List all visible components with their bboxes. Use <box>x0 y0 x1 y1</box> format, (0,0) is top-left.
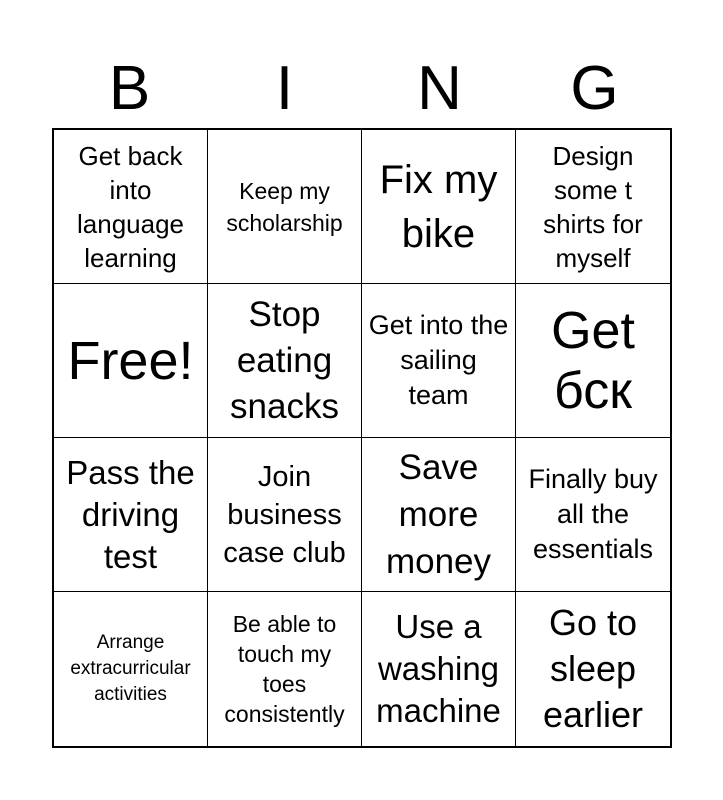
bingo-header <box>52 52 672 126</box>
bingo-cell[interactable] <box>362 592 516 746</box>
header-letter-g: G <box>570 54 619 123</box>
cell-text: Fix my bike <box>379 157 498 256</box>
bingo-cell[interactable] <box>208 284 362 438</box>
cell-text: Save more money <box>385 448 492 581</box>
cell-text: Stop eating snacks <box>230 294 339 426</box>
bingo-board <box>52 128 672 748</box>
bingo-cell[interactable] <box>516 130 670 284</box>
bingo-cell[interactable] <box>362 130 516 284</box>
cell-text: Be able to touch my toes consistently <box>224 611 345 727</box>
bingo-cell[interactable] <box>208 592 362 746</box>
bingo-cell[interactable] <box>54 130 208 284</box>
bingo-cell[interactable] <box>516 438 670 592</box>
cell-text: Free! <box>67 330 194 391</box>
cell-text: Go to sleep earlier <box>542 602 644 735</box>
bingo-cell[interactable] <box>516 592 670 746</box>
cell-text: Get into the sailing team <box>368 310 509 410</box>
bingo-cell[interactable] <box>208 438 362 592</box>
cell-text: Keep my scholarship <box>226 177 343 236</box>
free-cell[interactable] <box>54 284 208 438</box>
bingo-cell[interactable] <box>362 284 516 438</box>
cell-text: Pass the driving test <box>66 453 195 575</box>
cell-text: Use a washing machine <box>376 608 501 729</box>
cell-text: Join business case club <box>223 460 346 569</box>
header-letter-n: N <box>417 54 462 123</box>
bingo-cell[interactable] <box>54 438 208 592</box>
bingo-cell[interactable] <box>516 284 670 438</box>
header-letter-b: B <box>108 54 151 123</box>
cell-text: Finally buy all the essentials <box>528 464 658 564</box>
cell-text: Get бск <box>551 301 635 420</box>
cell-text: Arrange extracurricular activities <box>70 632 191 705</box>
cell-text: Design some t shirts for myself <box>543 140 643 273</box>
header-letter-i: I <box>275 54 294 123</box>
bingo-cell[interactable] <box>362 438 516 592</box>
cell-text: Get back into language learning <box>77 140 184 273</box>
bingo-cell[interactable] <box>208 130 362 284</box>
bingo-cell[interactable] <box>54 592 208 746</box>
